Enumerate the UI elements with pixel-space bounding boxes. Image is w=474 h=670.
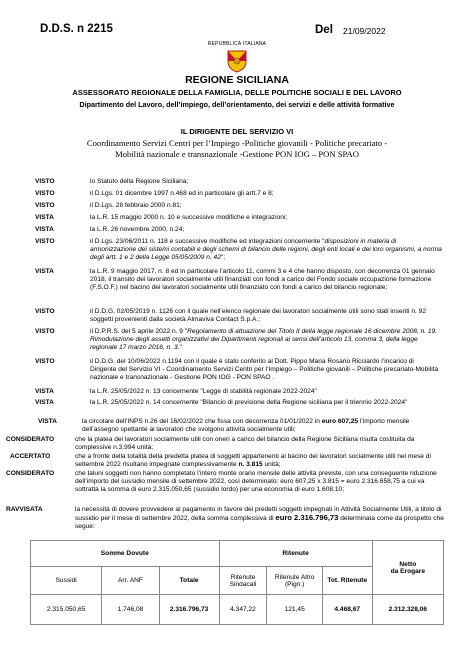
header-somme-dovute: Somme Dovute (31, 541, 220, 567)
value-ritenute-sindacali: 4.347,22 (219, 595, 267, 625)
item-text: il D.D.G. 02/05/2019 n. 1126 con il quale nell’elenco regionale dei lavoratori socialmente utili sono stati inseriti n. 92 soggetti provenienti dalla società Almaviva Contact S.p.A.; (90, 308, 426, 324)
item-label: VISTO (35, 202, 55, 209)
item-label: CONSIDERATO (6, 436, 55, 443)
item-text: il D.Lgs. 28 febbraio 2000 n.81; (90, 202, 182, 209)
header-netto: Netto da Erogare (372, 541, 443, 595)
item-text: che taluni soggetti non hanno completato l’intero monte orario mensile delle attività previste, con una conseguente riduzione dell’importo del sussidio mensile di settembre 2022, così determinato: euro 607,25 x 3.815 = euro 2.316.658,75 a cui va sottratta la somma di euro 2.315.050,65 (sussidio lordo) per una economia di euro 1.608,10; (75, 470, 437, 494)
item-text: la L.R. 9 maggio 2017, n. 8 ed in particolare l’articolo 11, commi 3 e 4 che hanno disposto, con decorrenza 01 gennaio 2018, il transito dei lavoratori socialmente utili finanziati con fondi a carico del Fondo sociale occupazione formazione (F.S.O.F.) nel bacino dei lavoratori socialmente utili finanziato con fondi a carico del bilancio regionale; (90, 268, 435, 292)
value-sussidi: 2.315.050,65 (31, 595, 102, 625)
department-title: Dipartimento del Lavoro, dell’impiego, dell’orientamento, dei servizi e delle attività formative (79, 100, 395, 109)
col-arr-anf: Arr. ANF (102, 567, 159, 595)
service-line-1: Coordinamento Servizi Centri per l’Impiego -Politiche giovanili - Politiche precariato - (86, 138, 388, 148)
item-text: il D.P.R.S. del 5 aprile 2022 n. 9 "Regolamento di attuazione del Titolo II della legge regionale 16 dicembre 2008, n. 19. Rimodulazione degli assetti organizzativi dei Dipartimenti regionali ai sensi dell’articolo 13, comma 3, della legge regionale 17 marzo 2016, n. 3." (90, 328, 438, 352)
service-description (30, 138, 444, 159)
item-text: la L.R. 15 maggio 2000 n. 10 e successive modifiche e integrazioni; (90, 214, 288, 221)
item-label: VISTO (35, 190, 55, 197)
value-totale: 2.316.796,73 (159, 595, 219, 625)
col-tot-ritenute: Tot. Ritenute (322, 567, 372, 595)
item-text: la necessità di dovere provvedere al pagamento in favore dei predetti soggetti impegnati in Attività Socialmente Utili, a titolo di sussidio per il mese di settembre 2022, della somma complessiva di euro 2.316.796,73 determinata come da prospetto che segue: (75, 506, 444, 531)
decree-date: 21/09/2022 (343, 26, 386, 36)
item-label: VISTO (35, 238, 55, 245)
item-label: VISTO (35, 328, 55, 335)
item-label: RAVVISATA (6, 506, 43, 513)
item-label: VISTA (35, 388, 54, 395)
item-label: VISTA (35, 214, 54, 221)
region-emblem-icon (226, 49, 248, 73)
dirigente-title: IL DIRIGENTE DEL SERVIZIO VI (180, 127, 294, 136)
date-label: Del (315, 24, 333, 36)
value-arr-anf: 1.746,08 (102, 595, 159, 625)
item-text: la L.R. 26 novembre 2000, n.24; (90, 226, 185, 233)
table-row (31, 595, 444, 625)
decree-number: D.D.S. n 2215 (40, 23, 113, 35)
item-text: che la platea dei lavoratori socialmente utili con oneri a carico del bilancio della Regione Siciliana risulta costituita da complessive n.3.994 unità; (75, 436, 415, 452)
col-ritenute-sindacali: Ritenute Sindacali (219, 567, 267, 595)
region-title: REGIONE SICILIANA (185, 74, 289, 86)
payment-summary-table (30, 540, 444, 625)
col-totale: Totale (159, 567, 219, 595)
value-ritenute-altro: 121,45 (267, 595, 322, 625)
item-text: la L.R. 25/05/2022 n. 13 concernente "Legge di stabilità regionale 2022-2024" (90, 388, 317, 395)
item-text: il D.D.G. del 10/06/2022 n.1194 con il quale è stato conferito al Dott. Pippo Maria Rosario Ricciardo l’incarico di Dirigente del Servizio VI - Coordinamento Servizi Centri per l’Impiego – Politiche giovanili – Politiche precariato-Mobilità nazionale e transnazionale - Gestione PON IOG - PON SPAO . (90, 358, 439, 382)
item-text: il D.Lgs. 23/06/2011 n. 118 e successive modifiche ed integrazioni concernente "disposizioni in materia di armonizzazione dei sistemi contabili e degli schemi di bilancio delle regioni, degli enti locali e dei loro organismi, a norma degli artt. 1 e 2 della Legge 05/05/2009 n. 42"; (90, 238, 442, 262)
item-text: la circolare dell’INPS n.26 del 16/02/2022 che fissa con decorrenza 01/01/2022 in euro 607,25 l’importo mensile dell’assegno spettante ai lavoratori che svolgono attività socialmente utili; (82, 418, 410, 434)
item-text: la L.R. 25/05/2022 n. 14 concernente "Bilancio di previsione della Regione siciliana per il triennio 2022-2024" (90, 399, 408, 406)
value-tot-ritenute: 4.468,67 (322, 595, 372, 625)
item-label: ACCERTATO (10, 453, 51, 460)
item-text: che a fronte della totalità della predetta platea di soggetti appartenenti al bacino dei lavoratori socialmente utili nel mese di settembre 2022 risultano impegnate complessivamente n. 3.815 unità; (75, 453, 431, 469)
item-label: CONSIDERATO (6, 470, 55, 477)
item-text: il D.Lgs. 01 dicembre 1997 n.468 ed in particolare gli artt.7 e 8; (90, 190, 274, 197)
item-label: VISTA (35, 226, 54, 233)
item-label: VISTA (38, 418, 57, 425)
item-text: lo Statuto della Regione Siciliana; (90, 178, 189, 185)
service-line-2: Mobilità nazionale e transnazionale -Gestione PON IOG – PON SPAO (115, 148, 359, 159)
col-sussidi: Sussidi (31, 567, 102, 595)
item-label: VISTO (35, 308, 55, 315)
item-label: VISTO (35, 178, 55, 185)
item-label: VISTA (35, 268, 54, 275)
col-ritenute-altro: Ritenute Altro (Pign.) (267, 567, 322, 595)
republic-caption: REPUBBLICA ITALIANA (207, 41, 267, 47)
assessorato-title: ASSESSORATO REGIONALE DELLA FAMIGLIA, DELLE POLITICHE SOCIALI E DEL LAVORO (72, 88, 402, 97)
item-label: VISTO (35, 358, 55, 365)
item-label: VISTA (35, 399, 54, 406)
value-netto: 2.312.328,06 (372, 595, 443, 625)
header-ritenute: Ritenute (219, 541, 372, 567)
